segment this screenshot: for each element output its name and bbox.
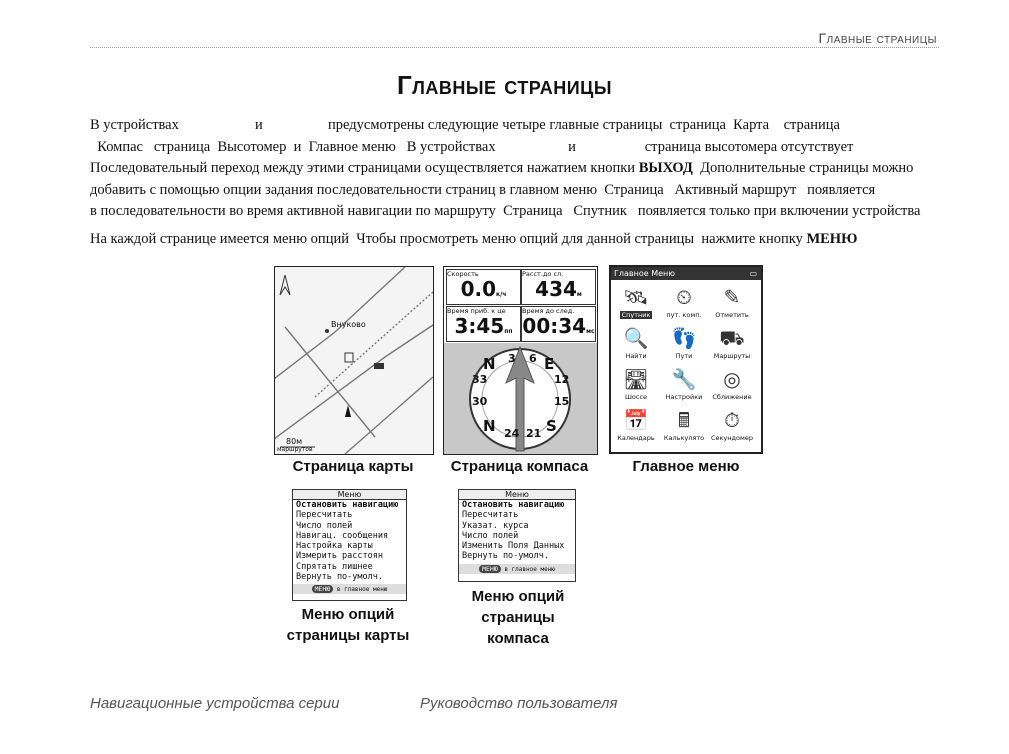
rose-24: 24 — [504, 427, 520, 440]
compass-page-caption: Страница компаса — [450, 458, 589, 475]
map-options-title: Меню — [293, 490, 406, 500]
menu-item-satellite[interactable] — [613, 284, 659, 319]
running-header: Главные страницы — [818, 30, 937, 46]
page-title: Главные страницы — [397, 70, 612, 100]
rose-12: 12 — [554, 373, 570, 386]
menu-item-stopwatch-label: Секундомер — [710, 434, 754, 442]
compass-option-item[interactable]: Пересчитать — [462, 510, 519, 521]
field-distance-unit: м — [576, 291, 582, 298]
map-option-item[interactable]: Остановить навигацию — [296, 500, 399, 510]
rose-6: 6 — [529, 352, 537, 365]
map-options-caption — [270, 604, 426, 646]
map-option-item[interactable]: Пересчитать — [296, 510, 353, 521]
menu-item-proximity-label: Сближение — [712, 393, 752, 401]
compass-option-item[interactable]: Указат. курса — [462, 520, 529, 531]
menu-item-calculator-label: Калькулято — [663, 434, 705, 442]
rose-15: 15 — [554, 395, 570, 408]
map-option-item[interactable]: Число полей — [296, 520, 353, 531]
proximity-icon: ◎ — [723, 367, 741, 391]
calculator-icon: 🖩 — [678, 408, 690, 432]
menu-item-tracks[interactable] — [661, 325, 707, 360]
intro-line-5: в последовательности во время активной навигации по маршруту Страница Спутник появляется только при включении устройства — [90, 203, 921, 219]
rose-e: E — [544, 355, 555, 373]
compass-options-footer-text: в главное меню — [500, 565, 555, 573]
menu-item-find[interactable] — [613, 325, 659, 360]
map-option-item[interactable]: Навигац. сообщения — [296, 530, 389, 541]
mark-icon: ✎ — [723, 285, 741, 309]
routes-icon: ⛟ — [719, 326, 745, 350]
compass-labels — [444, 343, 597, 454]
compass-options-footer — [459, 564, 575, 574]
compass-option-item[interactable]: Число полей — [462, 530, 519, 541]
compass-options-caption — [440, 586, 596, 649]
field-speed — [446, 269, 521, 305]
menu-item-calendar-label: Календарь — [617, 434, 655, 442]
field-time-to-next-value: 00:34 — [522, 314, 587, 338]
menu-item-trip-computer-label: пут. комп. — [666, 311, 702, 319]
menu-paragraph-line — [90, 229, 940, 251]
map-drawing — [275, 267, 433, 454]
menu-item-routes-label: Маршруты — [713, 352, 751, 360]
find-icon: 🔍 — [623, 326, 649, 350]
battery-icon: ▭ — [749, 269, 757, 278]
map-page-caption: Страница карты — [292, 458, 414, 475]
map-option-item[interactable]: Спрятать лишнее — [296, 561, 373, 572]
settings-icon: 🔧 — [671, 367, 697, 391]
footer-manual: Руководство пользователя — [420, 695, 618, 712]
field-distance-label: Расст.до сл. — [522, 270, 564, 278]
field-time-to-next — [521, 306, 596, 342]
trip-computer-icon: ⏲ — [676, 285, 692, 309]
map-options-footer — [293, 584, 406, 594]
compass-page-screenshot — [443, 266, 598, 455]
menu-key-badge: МЕНЮ — [479, 565, 501, 573]
map-option-item[interactable]: Настройка карты — [296, 541, 373, 552]
menu-item-stopwatch[interactable] — [709, 407, 755, 442]
field-speed-value: 0.0 — [460, 277, 497, 301]
exit-key-name: ВЫХОД — [638, 160, 693, 176]
field-time-to-next-unit: мс — [586, 328, 595, 335]
map-page-screenshot — [274, 266, 434, 455]
menu-key-badge: МЕНЮ — [312, 585, 334, 593]
satellite-icon: 🛰 — [623, 285, 649, 309]
field-time-to-next-label: Время до след. — [522, 307, 575, 315]
compass-options-caption-line-2: страницы — [481, 609, 555, 626]
rose-n-bottom: N — [483, 417, 496, 435]
menu-item-settings-label: Настройки — [665, 393, 703, 401]
intro-line-3-text: Последовательный переход между этими страницами осуществляется нажатием кнопки — [90, 160, 639, 176]
menu-item-calculator[interactable] — [661, 407, 707, 442]
menu-paragraph-text: На каждой странице имеется меню опций Чтобы просмотреть меню опций для данной страницы нажмите кнопку — [90, 231, 807, 247]
main-menu-titlebar — [611, 267, 761, 280]
main-menu-screenshot — [609, 265, 763, 454]
map-options-footer-text: в главное меню — [333, 586, 388, 594]
compass-option-item[interactable]: Изменить Поля Данных — [462, 541, 565, 552]
compass-options-caption-line-1: Меню опций — [471, 588, 565, 605]
field-eta-unit: пп — [504, 328, 513, 335]
menu-item-find-label: Найти — [625, 352, 647, 360]
place-label: Внуково — [331, 320, 366, 329]
map-option-item[interactable]: Вернуть по-умолч. — [296, 572, 383, 583]
main-menu-caption: Главное меню — [632, 458, 740, 475]
map-options-menu-screenshot — [292, 489, 407, 601]
field-speed-unit: к/ч — [496, 291, 507, 298]
menu-item-highway-label: Шоссе — [624, 393, 648, 401]
overzoom-label: маршрутов — [277, 446, 313, 453]
map-options-caption-line-2: страницы карты — [286, 627, 410, 644]
scale-label: 80м — [286, 437, 303, 446]
rose-21: 21 — [526, 427, 542, 440]
menu-item-satellite-label: Спутник — [621, 311, 651, 319]
calendar-icon: 📅 — [623, 408, 649, 432]
field-distance-value: 434 — [535, 277, 577, 301]
menu-item-mark[interactable] — [709, 284, 755, 319]
menu-item-trip-computer[interactable] — [661, 284, 707, 319]
menu-item-settings[interactable] — [661, 366, 707, 401]
header-divider — [90, 47, 939, 48]
tracks-icon: 👣 — [671, 326, 697, 350]
rose-33: 33 — [472, 373, 488, 386]
rose-s: S — [546, 417, 557, 435]
rose-3: 3 — [508, 352, 516, 365]
field-eta-label: Время приб. к це — [447, 307, 506, 315]
menu-key-name: МЕНЮ — [806, 231, 858, 247]
stopwatch-icon: ⏱ — [724, 408, 740, 432]
rose-30: 30 — [472, 395, 488, 408]
field-distance — [521, 269, 596, 305]
intro-paragraph — [90, 115, 940, 223]
menu-item-calendar[interactable] — [613, 407, 659, 442]
compass-option-item[interactable]: Остановить навигацию — [462, 500, 565, 510]
menu-item-mark-label: Отметить — [715, 311, 749, 319]
main-menu-title: Главное Меню — [614, 269, 675, 278]
highway-icon: 🛣 — [623, 367, 649, 391]
compass-option-item[interactable]: Вернуть по-умолч. — [462, 551, 549, 562]
field-eta — [446, 306, 521, 342]
menu-item-highway[interactable] — [613, 366, 659, 401]
compass-options-title: Меню — [459, 490, 575, 500]
intro-line-1: В устройствах и предусмотрены следующие четыре главные страницы страница Карта страница — [90, 117, 840, 133]
menu-item-proximity[interactable] — [709, 366, 755, 401]
menu-item-tracks-label: Пути — [675, 352, 693, 360]
menu-item-routes[interactable] — [709, 325, 755, 360]
map-options-caption-line-1: Меню опций — [301, 606, 395, 623]
map-option-item[interactable]: Измерить расстоян — [296, 551, 383, 562]
footer-product: Навигационные устройства серии — [90, 695, 340, 712]
intro-line-3-tail: Дополнительные страницы можно — [692, 160, 914, 176]
menu-paragraph — [90, 229, 940, 251]
rose-n-top: N — [483, 355, 496, 373]
compass-options-caption-line-3: компаса — [487, 630, 549, 647]
field-speed-label: Скорость — [447, 270, 479, 278]
intro-line-2: Компас страница Высотомер и Главное меню В устройствах и страница высотомера отсутствует — [90, 138, 854, 155]
intro-line-4: добавить с помощью опции задания последовательности страниц в главном меню Страница Активный маршрут появляется — [90, 181, 876, 198]
compass-options-menu-screenshot — [458, 489, 576, 582]
field-eta-value: 3:45 — [454, 314, 505, 338]
intro-line-3 — [90, 158, 940, 180]
